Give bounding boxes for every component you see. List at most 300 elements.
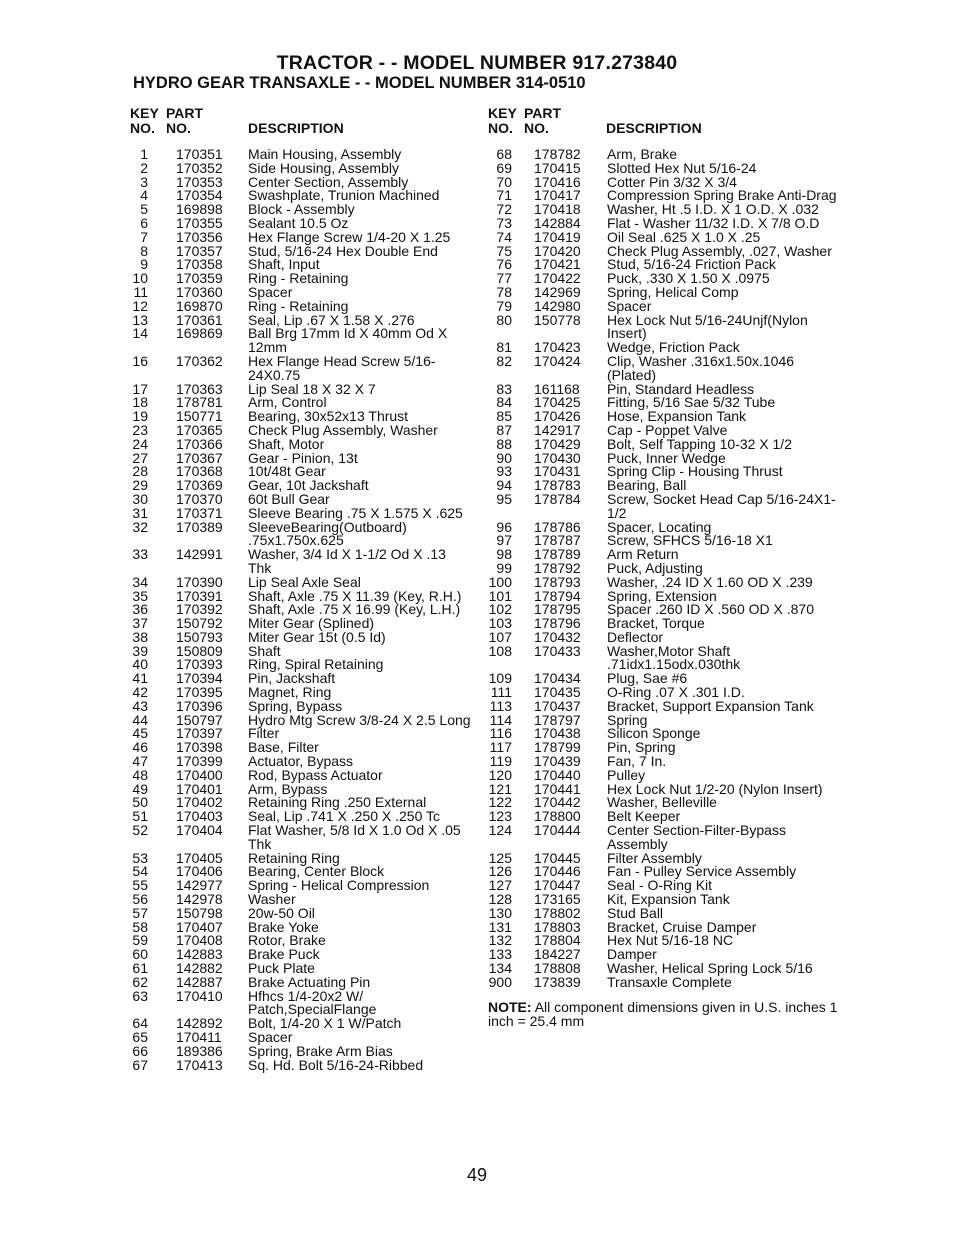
- key-no: 900: [488, 973, 512, 990]
- part-no: 170403: [176, 808, 223, 825]
- part-no: 142969: [534, 283, 581, 300]
- part-description: Gear - Pinion, 13t: [248, 449, 358, 466]
- key-no: 76: [496, 256, 512, 273]
- part-no: 142892: [176, 1015, 223, 1032]
- part-no: 170446: [534, 863, 581, 880]
- part-description: Stud Ball: [607, 904, 664, 921]
- key-no: 109: [488, 670, 512, 687]
- part-description: 60t Bull Gear: [248, 490, 330, 507]
- part-no: 142882: [176, 960, 223, 977]
- part-description: Hex Lock Nut 1/2-20 (Nylon Insert): [607, 780, 823, 797]
- part-no: 178808: [534, 960, 581, 977]
- part-no: 142991: [176, 546, 223, 563]
- part-no: 170369: [176, 477, 223, 494]
- key-no: 19: [132, 408, 148, 425]
- part-no: 170360: [176, 283, 223, 300]
- part-no: 178783: [534, 477, 581, 494]
- part-description: Puck, Inner Wedge: [607, 449, 726, 466]
- parts-list-left: [130, 148, 472, 1072]
- part-description: Bearing, 30x52x13 Thrust: [248, 408, 409, 425]
- parts-list-right: [488, 148, 838, 990]
- key-no: 37: [132, 615, 148, 632]
- key-no: 36: [132, 601, 148, 618]
- key-no: 38: [132, 628, 148, 645]
- part-no: 170438: [534, 725, 581, 742]
- key-no: 42: [132, 684, 148, 701]
- part-description: Actuator, Bypass: [248, 753, 354, 770]
- key-no: 95: [496, 490, 512, 507]
- part-description: Screw, Socket Head Cap 5/16-24X1-1/2: [607, 490, 836, 521]
- key-no: 30: [132, 490, 148, 507]
- description-header: DESCRIPTION: [606, 120, 702, 136]
- part-no: 170397: [176, 725, 223, 742]
- part-description: Compression Spring Brake Anti-Drag: [607, 187, 837, 204]
- key-no: 34: [132, 573, 148, 590]
- part-no: 170440: [534, 766, 581, 783]
- part-description: Oil Seal .625 X 1.0 X .25: [607, 228, 761, 245]
- key-no: 94: [496, 477, 512, 494]
- key-no: 107: [488, 628, 512, 645]
- key-no: 17: [132, 380, 148, 397]
- part-no: 170426: [534, 408, 581, 425]
- key-no: 84: [496, 394, 512, 411]
- key-no: 81: [496, 339, 512, 356]
- part-no: 170370: [176, 490, 223, 507]
- part-no: 170434: [534, 670, 581, 687]
- part-no: 170363: [176, 380, 223, 397]
- key-no: 35: [132, 587, 148, 604]
- key-no: 62: [132, 973, 148, 990]
- part-no-header: PART NO.: [166, 105, 204, 136]
- key-no: 99: [496, 559, 512, 576]
- page-subtitle: HYDRO GEAR TRANSAXLE - - MODEL NUMBER 314-0510: [133, 74, 586, 92]
- part-no: 170354: [176, 187, 223, 204]
- part-description: Seal, Lip .67 X 1.58 X .276: [248, 311, 415, 328]
- key-no: 18: [132, 394, 148, 411]
- key-no: 96: [496, 518, 512, 535]
- part-no: 178782: [534, 146, 581, 162]
- part-no: 170353: [176, 173, 223, 190]
- part-description: 10t/48t Gear: [248, 463, 326, 480]
- part-description: Filter: [248, 725, 280, 742]
- part-description: Retaining Ring: [248, 849, 340, 866]
- part-description: Spacer: [248, 1029, 293, 1045]
- part-no: 170401: [176, 780, 223, 797]
- key-no: 83: [496, 380, 512, 397]
- part-no: 150793: [176, 628, 223, 645]
- key-no: 27: [132, 449, 148, 466]
- table-row: [130, 1056, 472, 1073]
- part-description: Bearing, Center Block: [248, 863, 385, 880]
- part-description: Shaft, Axle .75 X 11.39 (Key, R.H.): [248, 587, 462, 604]
- part-no: 178784: [534, 490, 581, 507]
- part-no: 170441: [534, 780, 581, 797]
- part-no: 170433: [534, 642, 581, 659]
- table-row: [488, 642, 838, 673]
- part-description: Stud, 5/16-24 Hex Double End: [248, 242, 438, 259]
- key-no: 79: [496, 297, 512, 314]
- part-description: Filter Assembly: [607, 849, 702, 866]
- part-description: Spring, Brake Arm Bias: [248, 1042, 393, 1059]
- key-no: 87: [496, 421, 512, 438]
- key-no: 103: [488, 615, 512, 632]
- part-description: Flat Washer, 5/8 Id X 1.0 Od X .05 Thk: [248, 822, 461, 852]
- part-no: 178789: [534, 546, 581, 563]
- part-no: 170391: [176, 587, 223, 604]
- part-no: 178804: [534, 932, 581, 949]
- part-no: 170435: [534, 684, 581, 701]
- part-description: Retaining Ring .250 External: [248, 794, 427, 811]
- part-description: Pin, Jackshaft: [248, 670, 336, 687]
- key-no: 47: [132, 753, 148, 770]
- key-no: 116: [489, 725, 512, 742]
- table-row: [130, 518, 472, 549]
- part-no: 170366: [176, 435, 223, 452]
- key-no: 125: [488, 849, 512, 866]
- part-description: Bearing, Ball: [607, 477, 687, 494]
- table-row: [130, 548, 472, 576]
- part-no: 169898: [176, 201, 223, 218]
- part-description: Spring, Extension: [607, 587, 717, 604]
- part-no: 173165: [534, 891, 581, 908]
- part-description: Arm, Control: [248, 394, 327, 411]
- key-no: 12: [132, 297, 148, 314]
- part-description: Base, Filter: [248, 739, 319, 756]
- part-description: Shaft, Input: [248, 256, 320, 273]
- part-no: 150809: [176, 642, 223, 659]
- part-no: 142977: [176, 877, 223, 894]
- key-no: 39: [132, 642, 148, 659]
- part-no: 170371: [176, 504, 223, 521]
- part-description: Side Housing, Assembly: [248, 159, 399, 176]
- part-description: Pin, Standard Headless: [607, 380, 755, 397]
- part-description: Puck, Adjusting: [607, 559, 703, 576]
- key-no: 48: [132, 766, 148, 783]
- column-header: [130, 106, 472, 138]
- part-description: Spring - Helical Compression: [248, 877, 430, 894]
- note-label: NOTE:: [488, 998, 532, 1015]
- part-no: 170415: [534, 159, 581, 176]
- key-no: 28: [132, 463, 148, 480]
- part-description: Belt Keeper: [607, 808, 681, 825]
- part-no: 170447: [534, 877, 581, 894]
- key-no: 132: [488, 932, 512, 949]
- part-no: 184227: [534, 946, 581, 963]
- key-no: 52: [132, 822, 148, 839]
- part-description: Hex Lock Nut 5/16-24Unjf(Nylon Insert): [607, 311, 808, 342]
- part-description: Fan - Pulley Service Assembly: [607, 863, 797, 880]
- part-description: Ring, Spiral Retaining: [248, 656, 384, 673]
- part-description: Kit, Expansion Tank: [607, 891, 730, 908]
- parts-column-right: [488, 106, 838, 1028]
- part-description: Ball Brg 17mm Id X 40mm Od X 12mm: [248, 325, 448, 356]
- key-no: 75: [496, 242, 512, 259]
- part-description: SleeveBearing(Outboard) .75x1.750x.625: [248, 518, 407, 549]
- part-no: 170444: [534, 822, 581, 839]
- part-no: 189386: [176, 1042, 223, 1059]
- part-no: 142883: [176, 946, 223, 963]
- page-title: TRACTOR - - MODEL NUMBER 917.273840: [276, 52, 678, 74]
- key-no: 126: [488, 863, 512, 880]
- page-number: 49: [466, 1165, 488, 1185]
- part-description: Hex Flange Head Screw 5/16-24X0.75: [248, 352, 436, 383]
- part-no: 178794: [534, 587, 581, 604]
- key-no: 29: [132, 477, 148, 494]
- key-no: 23: [132, 421, 148, 438]
- part-no: 170365: [176, 421, 223, 438]
- part-description: Spring, Helical Comp: [607, 283, 739, 300]
- part-no: 170424: [534, 352, 581, 369]
- part-description: Fitting, 5/16 Sae 5/32 Tube: [607, 394, 776, 411]
- parts-column-left: [130, 106, 472, 1072]
- part-no: 170355: [176, 214, 223, 231]
- part-no: 170390: [176, 573, 223, 590]
- key-no: 54: [132, 863, 148, 880]
- part-description: Rotor, Brake: [248, 932, 326, 949]
- key-no: 70: [496, 173, 512, 190]
- part-description: Fan, 7 In.: [607, 753, 667, 770]
- key-no: 3: [140, 173, 148, 190]
- part-description: Brake Yoke: [248, 918, 319, 935]
- part-no: 170361: [176, 311, 223, 328]
- part-no: 178802: [534, 904, 581, 921]
- part-no: 142980: [534, 297, 581, 314]
- part-no: 170410: [176, 987, 223, 1004]
- part-no: 142917: [534, 421, 581, 438]
- part-description: Slotted Hex Nut 5/16-24: [607, 159, 757, 176]
- part-description: Transaxle Complete: [607, 973, 732, 990]
- part-no: 142978: [176, 891, 223, 908]
- part-description: Swashplate, Trunion Machined: [248, 187, 440, 204]
- part-no: 170398: [176, 739, 223, 756]
- part-no: 170356: [176, 228, 223, 245]
- part-no: 170396: [176, 697, 223, 714]
- table-row: [488, 824, 838, 852]
- key-no: 119: [489, 753, 512, 770]
- key-no: 40: [132, 656, 148, 673]
- part-description: Bolt, 1/4-20 X 1 W/Patch: [248, 1015, 402, 1032]
- part-no: 170393: [176, 656, 223, 673]
- table-row: [488, 490, 838, 521]
- key-no-header: KEY NO.: [130, 105, 159, 136]
- table-row: [130, 824, 472, 852]
- part-description: Seal, Lip .741 X .250 X .250 Tc: [248, 808, 440, 825]
- part-description: Shaft: [248, 642, 281, 659]
- key-no: 82: [496, 352, 512, 369]
- key-no: 85: [496, 408, 512, 425]
- part-no: 170431: [534, 463, 581, 480]
- key-no: 4: [140, 187, 148, 204]
- key-no: 24: [132, 435, 148, 452]
- part-no: 170417: [534, 187, 581, 204]
- part-description: Cap - Poppet Valve: [607, 421, 728, 438]
- part-description: Spring: [607, 711, 648, 728]
- part-no: 170429: [534, 435, 581, 452]
- key-no: 5: [140, 201, 148, 218]
- key-no: 16: [132, 352, 148, 369]
- key-no: 71: [496, 187, 512, 204]
- part-description: Arm Return: [607, 546, 679, 563]
- part-no: 170413: [176, 1056, 223, 1073]
- part-no: 170404: [176, 822, 223, 839]
- part-description: 20w-50 Oil: [248, 904, 315, 921]
- part-description: Damper: [607, 946, 657, 963]
- part-description: Clip, Washer .316x1.50x.1046 (Plated): [607, 352, 795, 383]
- key-no: 68: [496, 146, 512, 162]
- part-description: Spacer: [248, 283, 293, 300]
- key-no: 88: [496, 435, 512, 452]
- part-description: Hex Nut 5/16-18 NC: [607, 932, 734, 949]
- key-no: 60: [132, 946, 148, 963]
- table-row: [488, 352, 838, 383]
- key-no: 49: [132, 780, 148, 797]
- dimension-note: [488, 1000, 838, 1028]
- description-header: DESCRIPTION: [248, 120, 344, 136]
- key-no: 31: [132, 504, 148, 521]
- key-no: 93: [496, 463, 512, 480]
- part-no: 170430: [534, 449, 581, 466]
- key-no: 64: [132, 1015, 148, 1032]
- part-description: Bolt, Self Tapping 10-32 X 1/2: [607, 435, 792, 452]
- key-no: 65: [132, 1029, 148, 1045]
- part-no: 170352: [176, 159, 223, 176]
- key-no: 58: [132, 918, 148, 935]
- part-description: Pulley: [607, 766, 646, 783]
- part-no: 170425: [534, 394, 581, 411]
- table-row: [130, 352, 472, 383]
- part-description: Sleeve Bearing .75 X 1.575 X .625: [248, 504, 463, 521]
- part-no: 178803: [534, 918, 581, 935]
- key-no: 51: [132, 808, 148, 825]
- key-no: 45: [132, 725, 148, 742]
- part-description: Hydro Mtg Screw 3/8-24 X 2.5 Long: [248, 711, 471, 728]
- part-description: Lip Seal Axle Seal: [248, 573, 361, 590]
- part-no: 170367: [176, 449, 223, 466]
- key-no: 43: [132, 697, 148, 714]
- part-description: Ring - Retaining: [248, 297, 349, 314]
- part-no: 170411: [176, 1029, 222, 1045]
- part-no: 170420: [534, 242, 581, 259]
- key-no: 10: [132, 270, 148, 287]
- key-no: 73: [496, 214, 512, 231]
- part-no: 150771: [176, 408, 223, 425]
- part-no: 170439: [534, 753, 581, 770]
- key-no: 117: [489, 739, 512, 756]
- key-no: 2: [140, 159, 148, 176]
- key-no: 63: [132, 987, 148, 1004]
- part-description: Wedge, Friction Pack: [607, 339, 740, 356]
- part-description: Sq. Hd. Bolt 5/16-24-Ribbed: [248, 1056, 424, 1073]
- table-row: [488, 311, 838, 342]
- part-description: Bracket, Support Expansion Tank: [607, 697, 814, 714]
- part-description: Spring, Bypass: [248, 697, 343, 714]
- key-no: 102: [488, 601, 512, 618]
- key-no: 57: [132, 904, 148, 921]
- part-no: 170357: [176, 242, 223, 259]
- key-no: 97: [496, 532, 512, 549]
- part-description: Shaft, Axle .75 X 16.99 (Key, L.H.): [248, 601, 461, 618]
- part-no: 178786: [534, 518, 581, 535]
- key-no: 7: [140, 228, 148, 245]
- part-no: 178799: [534, 739, 581, 756]
- part-description: Deflector: [607, 628, 664, 645]
- part-description: Washer: [248, 891, 296, 908]
- part-no-header: PART NO.: [524, 105, 562, 136]
- part-no: 178793: [534, 573, 581, 590]
- part-no: 170408: [176, 932, 223, 949]
- part-no: 170422: [534, 270, 581, 287]
- part-no: 170407: [176, 918, 223, 935]
- part-no: 170432: [534, 628, 581, 645]
- part-no: 178781: [176, 394, 223, 411]
- part-no: 178792: [534, 559, 581, 576]
- key-no: 69: [496, 159, 512, 176]
- part-no: 170389: [176, 518, 223, 535]
- key-no: 8: [140, 242, 148, 259]
- part-description: Hose, Expansion Tank: [607, 408, 747, 425]
- part-description: Arm, Brake: [607, 146, 678, 162]
- part-description: Miter Gear 15t (0.5 Id): [248, 628, 386, 645]
- key-no: 56: [132, 891, 148, 908]
- part-description: Ring - Retaining: [248, 270, 349, 287]
- note-text: All component dimensions given in U.S. inches 1 inch = 25.4 mm: [488, 998, 838, 1029]
- part-no: 178787: [534, 532, 581, 549]
- key-no: 111: [490, 684, 512, 701]
- part-description: Check Plug Assembly, Washer: [248, 421, 438, 438]
- part-no: 142884: [534, 214, 581, 231]
- part-description: Spacer, Locating: [607, 518, 712, 535]
- part-no: 170394: [176, 670, 223, 687]
- part-no: 150797: [176, 711, 223, 728]
- key-no: 113: [489, 697, 512, 714]
- key-no: 128: [488, 891, 512, 908]
- part-description: Plug, Sae #6: [607, 670, 688, 687]
- part-no: 170395: [176, 684, 223, 701]
- part-description: Hfhcs 1/4-20x2 W/ Patch,SpecialFlange: [248, 987, 377, 1018]
- part-description: Seal - O-Ring Kit: [607, 877, 713, 894]
- part-description: Spacer .260 ID X .560 OD X .870: [607, 601, 815, 618]
- part-no: 170406: [176, 863, 223, 880]
- part-description: Puck, .330 X 1.50 X .0975: [607, 270, 770, 287]
- key-no: 122: [488, 794, 512, 811]
- part-description: Lip Seal 18 X 32 X 7: [248, 380, 376, 397]
- part-no: 170445: [534, 849, 581, 866]
- key-no: 1: [140, 146, 148, 162]
- table-row: [130, 327, 472, 355]
- key-no: 53: [132, 849, 148, 866]
- part-no: 178796: [534, 615, 581, 632]
- key-no: 124: [488, 822, 512, 839]
- key-no: 14: [132, 325, 148, 342]
- key-no: 66: [132, 1042, 148, 1059]
- part-description: Center Section, Assembly: [248, 173, 409, 190]
- part-no: 170399: [176, 753, 223, 770]
- key-no: 13: [132, 311, 148, 328]
- part-description: Washer,Motor Shaft .71idx1.15odx.030thk: [607, 642, 741, 673]
- key-no: 61: [132, 960, 148, 977]
- part-description: Spacer: [607, 297, 652, 314]
- part-no: 150792: [176, 615, 223, 632]
- part-no: 142887: [176, 973, 223, 990]
- key-no: 32: [132, 518, 148, 535]
- key-no: 123: [488, 808, 512, 825]
- part-no: 170423: [534, 339, 581, 356]
- part-description: Brake Puck: [248, 946, 320, 963]
- part-no: 173839: [534, 973, 581, 990]
- part-description: Block - Assembly: [248, 201, 355, 218]
- key-no: 78: [496, 283, 512, 300]
- key-no: 131: [488, 918, 512, 935]
